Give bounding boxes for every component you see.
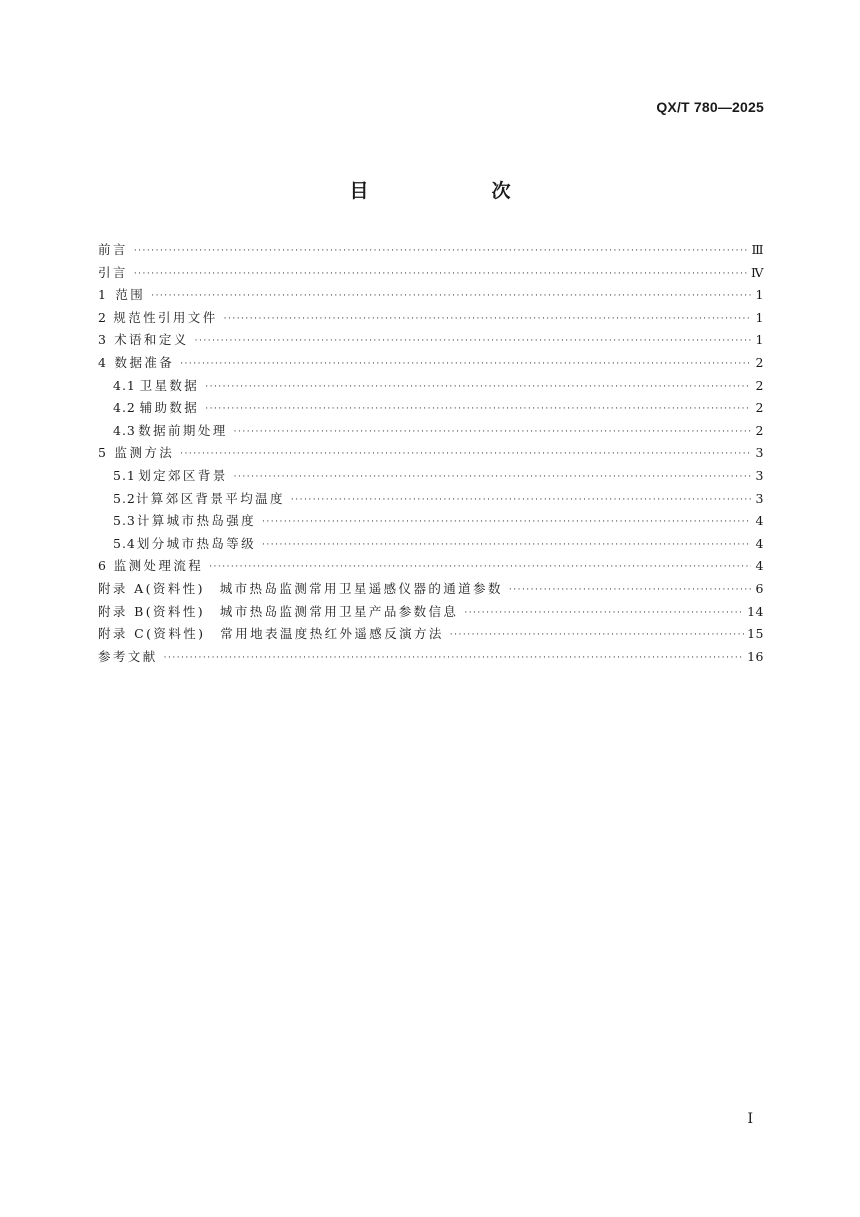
toc-entry-page: 3 bbox=[755, 467, 764, 483]
toc-entry-number: 5.3 bbox=[113, 513, 136, 529]
toc-entry-number: 4 bbox=[98, 354, 107, 370]
toc-entry-page: 6 bbox=[755, 580, 764, 596]
toc-dot-leader bbox=[180, 353, 751, 376]
toc-entry[interactable] bbox=[98, 488, 764, 511]
toc-entry-number: 2 bbox=[98, 309, 107, 325]
toc-entry-title: 数据准备 bbox=[114, 354, 175, 370]
toc-dot-leader bbox=[450, 624, 744, 647]
standard-number: QX/T 780—2025 bbox=[656, 99, 764, 115]
toc-entry-number: 4.1 bbox=[113, 377, 136, 393]
toc-entry-title: 数据前期处理 bbox=[138, 422, 228, 438]
toc-entry-page: 16 bbox=[747, 648, 764, 664]
toc-entry-number: 1 bbox=[98, 287, 107, 303]
toc-entry-title: 引言 bbox=[98, 264, 128, 280]
toc-dot-leader bbox=[464, 602, 744, 625]
toc-entry-page: 1 bbox=[755, 309, 764, 325]
toc-entry-number: 6 bbox=[98, 558, 107, 574]
toc-entry-title: 划分城市热岛等级 bbox=[136, 535, 257, 551]
toc-entry[interactable] bbox=[98, 352, 764, 375]
toc-dot-leader bbox=[134, 263, 748, 286]
toc-entry-title: 监测方法 bbox=[114, 445, 175, 461]
toc-entry[interactable] bbox=[98, 307, 764, 330]
toc-dot-leader bbox=[262, 511, 751, 534]
toc-entry-title: 范围 bbox=[115, 287, 146, 303]
page-number: Ⅰ bbox=[747, 1111, 753, 1127]
toc-dot-leader bbox=[180, 443, 751, 466]
toc-entry[interactable] bbox=[98, 623, 764, 646]
toc-entry-page: 3 bbox=[755, 490, 764, 506]
toc-entry[interactable] bbox=[98, 420, 764, 443]
toc-dot-leader bbox=[195, 330, 751, 353]
toc-entry[interactable] bbox=[98, 646, 764, 669]
toc-entry-page: 15 bbox=[747, 626, 764, 642]
toc-entry-page: 4 bbox=[755, 535, 764, 551]
toc-entry[interactable] bbox=[98, 578, 764, 601]
toc-entry-page: 4 bbox=[755, 558, 764, 574]
toc-entry-title: 卫星数据 bbox=[139, 377, 200, 393]
toc-entry[interactable] bbox=[98, 555, 764, 578]
toc-entry-page: 1 bbox=[755, 332, 764, 348]
toc-entry[interactable] bbox=[98, 465, 764, 488]
toc-entry-page: 2 bbox=[755, 377, 764, 393]
toc-entry-title: 计算郊区背景平均温度 bbox=[135, 490, 285, 506]
toc-dot-leader bbox=[224, 308, 751, 331]
toc-entry[interactable] bbox=[98, 329, 764, 352]
toc-title: 目 次 bbox=[349, 180, 563, 202]
toc-entry-title: 附录 C(资料性) 常用地表温度热红外遥感反演方法 bbox=[98, 626, 444, 642]
toc-entry[interactable] bbox=[98, 397, 764, 420]
toc-entry-page: 3 bbox=[755, 445, 764, 461]
table-of-contents bbox=[98, 239, 764, 668]
toc-entry-page: 2 bbox=[755, 422, 764, 438]
toc-dot-leader bbox=[234, 466, 751, 489]
toc-entry-number: 5.2 bbox=[113, 490, 136, 506]
toc-entry-page: 14 bbox=[747, 603, 764, 619]
toc-entry-title: 辅助数据 bbox=[139, 400, 200, 416]
toc-entry-number: 3 bbox=[98, 332, 107, 348]
toc-entry-page: 2 bbox=[755, 400, 764, 416]
toc-entry-page: Ⅳ bbox=[751, 264, 764, 280]
toc-entry[interactable] bbox=[98, 601, 764, 624]
toc-entry[interactable] bbox=[98, 262, 764, 285]
toc-entry-title: 术语和定义 bbox=[114, 332, 189, 348]
toc-entry[interactable] bbox=[98, 533, 764, 556]
toc-entry-number: 5.1 bbox=[113, 467, 136, 483]
toc-dot-leader bbox=[151, 285, 751, 308]
toc-dot-leader bbox=[509, 579, 751, 602]
toc-entry[interactable] bbox=[98, 510, 764, 533]
toc-dot-leader bbox=[134, 240, 749, 263]
toc-entry[interactable] bbox=[98, 284, 764, 307]
toc-entry-number: 5 bbox=[98, 445, 107, 461]
toc-entry-page: 2 bbox=[755, 354, 764, 370]
toc-entry[interactable] bbox=[98, 442, 764, 465]
toc-entry-page: Ⅲ bbox=[751, 242, 764, 257]
toc-dot-leader bbox=[209, 556, 751, 579]
toc-dot-leader bbox=[164, 647, 744, 670]
toc-entry-number: 4.2 bbox=[113, 400, 136, 416]
toc-entry-title: 监测处理流程 bbox=[113, 558, 204, 574]
toc-dot-leader bbox=[291, 489, 751, 512]
toc-entry-title: 计算城市热岛强度 bbox=[136, 513, 257, 529]
toc-entry-title: 划定郊区背景 bbox=[138, 467, 228, 483]
toc-entry-page: 4 bbox=[755, 513, 764, 529]
toc-entry[interactable] bbox=[98, 239, 764, 262]
toc-dot-leader bbox=[234, 421, 751, 444]
toc-dot-leader bbox=[205, 398, 751, 421]
toc-dot-leader bbox=[205, 376, 751, 399]
toc-entry-page: 1 bbox=[755, 287, 764, 303]
toc-entry-title: 规范性引用文件 bbox=[113, 309, 218, 325]
toc-entry-title: 参考文献 bbox=[98, 648, 158, 664]
toc-entry-title: 附录 B(资料性) 城市热岛监测常用卫星产品参数信息 bbox=[98, 603, 459, 619]
toc-entry[interactable] bbox=[98, 375, 764, 398]
toc-entry-title: 前言 bbox=[98, 242, 128, 257]
toc-entry-number: 5.4 bbox=[113, 535, 136, 551]
toc-dot-leader bbox=[262, 534, 751, 557]
toc-entry-title: 附录 A(资料性) 城市热岛监测常用卫星遥感仪器的通道参数 bbox=[98, 580, 503, 596]
toc-entry-number: 4.3 bbox=[113, 422, 136, 438]
